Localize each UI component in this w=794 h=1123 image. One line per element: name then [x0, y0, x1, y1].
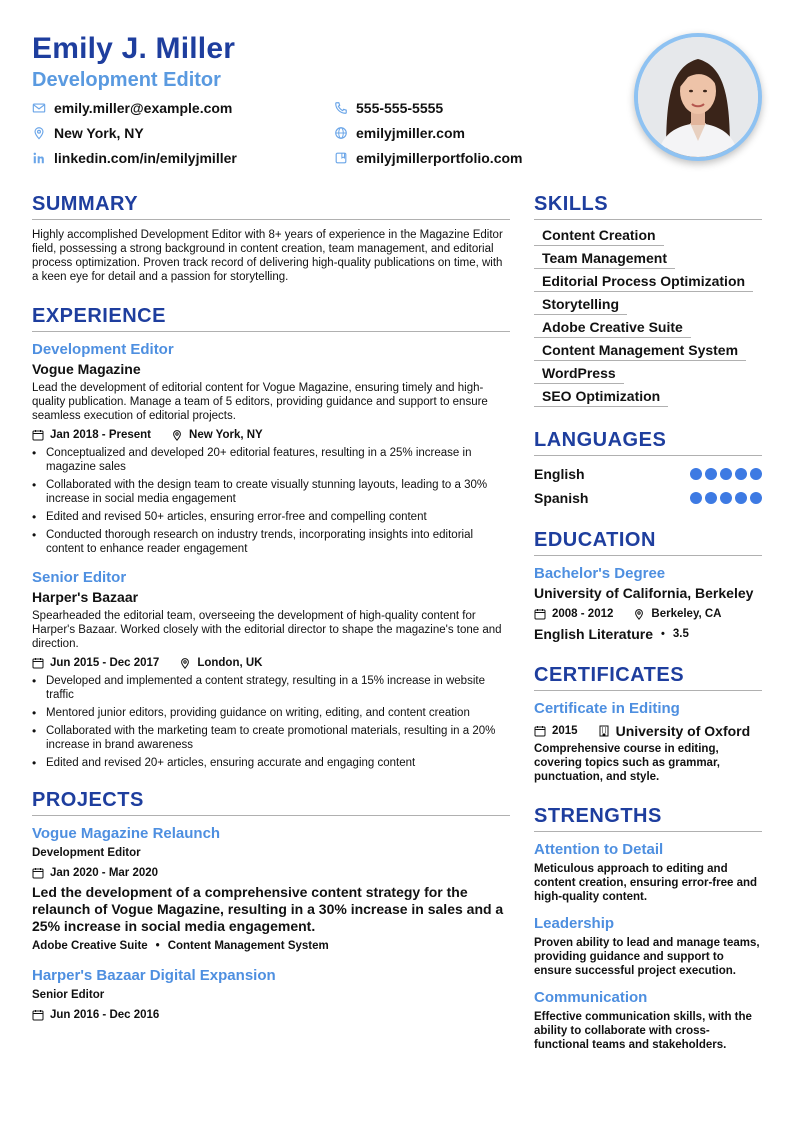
location-pin-icon [633, 608, 645, 620]
linkedin-text: linkedin.com/in/emilyjmiller [54, 150, 237, 166]
job-entry [32, 568, 510, 770]
contact-email[interactable] [32, 98, 232, 118]
languages-heading: LANGUAGES [534, 428, 762, 456]
projects-section [32, 788, 510, 1024]
job-bullets [32, 674, 510, 770]
skill-tag: SEO Optimization [534, 387, 668, 407]
list-item: • Mentored junior editors, providing guidance on writing, editing, and content creation [32, 706, 510, 720]
left-column [32, 192, 510, 1024]
education-field-row: English Literature • 3.5 [534, 626, 689, 642]
project-tag: Content Management System [167, 940, 329, 952]
project-entry [32, 824, 510, 954]
job-meta [32, 654, 510, 672]
education-heading: EDUCATION [534, 528, 762, 556]
job-meta [32, 426, 510, 444]
project-meta [32, 864, 510, 882]
job-location: New York, NY [189, 429, 263, 441]
calendar-icon [534, 725, 546, 737]
job-bullets [32, 446, 510, 556]
globe-icon [334, 126, 348, 140]
certificate-issuer: University of Oxford [615, 723, 751, 739]
job-dates: Jan 2018 - Present [50, 429, 152, 441]
summary-section [32, 192, 510, 284]
level-dot [735, 492, 747, 504]
language-name: English [534, 466, 585, 482]
education-dates: 2008 - 2012 [552, 608, 614, 620]
phone-text: 555-555-5555 [356, 100, 444, 116]
languages-section [534, 428, 762, 510]
contact-linkedin[interactable] [32, 148, 237, 168]
language-row [534, 486, 762, 510]
strengths-section [534, 804, 762, 1052]
education-gpa: 3.5 [672, 628, 689, 640]
certificate-year: 2015 [552, 725, 578, 737]
mail-icon [32, 101, 46, 115]
skill-tag: WordPress [534, 364, 624, 384]
contact-website[interactable] [334, 123, 465, 143]
projects-heading: PROJECTS [32, 788, 510, 816]
skill-tag: Storytelling [534, 295, 627, 315]
calendar-icon [534, 608, 546, 620]
location-text: New York, NY [54, 125, 144, 141]
strength-entry [534, 988, 762, 1052]
skill-tag: Content Management System [534, 341, 746, 361]
education-meta [534, 605, 762, 623]
level-dot [720, 468, 732, 480]
strength-title: Leadership [534, 915, 615, 932]
skills-heading: SKILLS [534, 192, 762, 220]
level-dot [690, 492, 702, 504]
job-role: Development Editor [32, 341, 174, 358]
certificate-description: Comprehensive course in editing, covering topics such as grammar, punctuation, and style. [534, 743, 720, 783]
contact-location [32, 123, 144, 143]
skill-tag: Editorial Process Optimization [534, 272, 753, 292]
job-location: London, UK [197, 657, 263, 669]
language-name: Spanish [534, 490, 589, 506]
list-item: • Conducted thorough research on industry trends, incorporating insights into editorial content to enhance reader engagement [32, 528, 510, 556]
degree: Bachelor's Degree [534, 565, 666, 582]
location-pin-icon [171, 429, 183, 441]
project-description: Led the development of a comprehensive content strategy for the relaunch of Vogue Magazine, resulting in a 30% increase in sales and a 25% increase in social media engagement. [32, 884, 504, 934]
level-dot [690, 468, 702, 480]
strength-description: Proven ability to lead and manage teams, providing guidance and support to ensure successful project execution. [534, 937, 760, 977]
website-text: emilyjmiller.com [356, 125, 465, 141]
level-dot [720, 492, 732, 504]
profile-photo [634, 33, 762, 161]
certificates-section [534, 663, 762, 784]
calendar-icon [32, 867, 44, 879]
job-role: Senior Editor [32, 569, 127, 586]
location-pin-icon [179, 657, 191, 669]
strength-description: Effective communication skills, with the ability to collaborate with cross-functional teams and stakeholders. [534, 1011, 752, 1051]
profile-photo-graphic [638, 37, 758, 157]
experience-heading: EXPERIENCE [32, 304, 510, 332]
summary-text: Highly accomplished Development Editor with 8+ years of experience in the Magazine Editor field, possessing a strong background in content creation, team management, and editorial process optimization. Proven track record of delivering high-quality publications on time, with a keen eye for detail and a passion for storytelling. [32, 229, 503, 283]
level-dot [750, 468, 762, 480]
experience-section [32, 304, 510, 770]
project-title: Harper's Bazaar Digital Expansion [32, 967, 276, 984]
summary-heading: SUMMARY [32, 192, 510, 220]
job-description: Lead the development of editorial content for Vogue Magazine, ensuring timely and high-quality publication. Manage a team of 5 editors, providing guidance and support to ensure seamless execution of editorial projects. [32, 382, 488, 422]
job-company: Vogue Magazine [32, 361, 141, 377]
list-item: • Collaborated with the design team to create visually stunning layouts, leading to a 30% increase in social media engagement [32, 478, 510, 506]
list-item: • Collaborated with the marketing team to create promotional materials, resulting in a 20% increase in brand awareness [32, 724, 510, 752]
project-meta [32, 1006, 510, 1024]
project-tag: Adobe Creative Suite [32, 940, 148, 952]
email-text: emily.miller@example.com [54, 100, 233, 116]
contact-phone[interactable] [334, 98, 443, 118]
project-role: Senior Editor [32, 989, 105, 1001]
portfolio-icon [334, 151, 348, 165]
project-dates: Jan 2020 - Mar 2020 [50, 867, 159, 879]
list-item: • Edited and revised 50+ articles, ensuring error-free and compelling content [32, 510, 510, 524]
location-pin-icon [32, 126, 46, 140]
strength-title: Communication [534, 989, 648, 1006]
job-dates: Jun 2015 - Dec 2017 [50, 657, 160, 669]
institution-icon [598, 725, 610, 737]
level-dot [705, 468, 717, 480]
job-description: Spearheaded the editorial team, overseeing the development of high-quality content for Harper's Bazaar. Worked closely with the editorial director to shape the magazine's tone and direction. [32, 610, 502, 650]
list-item: • Conceptualized and developed 20+ editorial features, resulting in a 25% increase in magazine sales [32, 446, 510, 474]
candidate-name: Emily J. Miller [32, 32, 236, 65]
calendar-icon [32, 429, 44, 441]
strength-title: Attention to Detail [534, 841, 664, 858]
right-column [534, 192, 762, 1052]
strength-entry [534, 914, 762, 978]
language-level [690, 492, 762, 504]
skills-section [534, 192, 762, 410]
contact-portfolio[interactable] [334, 148, 522, 168]
skill-tag: Team Management [534, 249, 675, 269]
skill-tag: Adobe Creative Suite [534, 318, 691, 338]
list-item: • Edited and revised 20+ articles, ensuring accurate and engaging content [32, 756, 510, 770]
project-role: Development Editor [32, 847, 141, 859]
education-field: English Literature [534, 626, 654, 642]
candidate-title: Development Editor [32, 69, 221, 91]
language-row [534, 462, 762, 486]
strength-description: Meticulous approach to editing and content creation, ensuring error-free and high-quality content. [534, 863, 758, 903]
project-entry [32, 966, 510, 1024]
education-location: Berkeley, CA [651, 608, 722, 620]
level-dot [750, 492, 762, 504]
phone-icon [334, 101, 348, 115]
linkedin-icon [32, 151, 46, 165]
certificate-meta [534, 722, 762, 740]
strength-entry [534, 840, 762, 904]
language-level [690, 468, 762, 480]
list-item: • Developed and implemented a content strategy, resulting in a 15% increase in website traffic [32, 674, 510, 702]
calendar-icon [32, 1009, 44, 1021]
education-section [534, 528, 762, 643]
strengths-heading: STRENGTHS [534, 804, 762, 832]
level-dot [705, 492, 717, 504]
portfolio-text: emilyjmillerportfolio.com [356, 150, 523, 166]
level-dot [735, 468, 747, 480]
certificate-title: Certificate in Editing [534, 700, 680, 717]
school: University of California, Berkeley [534, 585, 754, 601]
skills-list [534, 226, 762, 410]
certificates-heading: CERTIFICATES [534, 663, 762, 691]
calendar-icon [32, 657, 44, 669]
project-tags: Adobe Creative Suite • Content Management System [32, 940, 329, 952]
project-title: Vogue Magazine Relaunch [32, 825, 221, 842]
project-dates: Jun 2016 - Dec 2016 [50, 1009, 160, 1021]
job-entry [32, 340, 510, 556]
job-company: Harper's Bazaar [32, 589, 139, 605]
skill-tag: Content Creation [534, 226, 664, 246]
